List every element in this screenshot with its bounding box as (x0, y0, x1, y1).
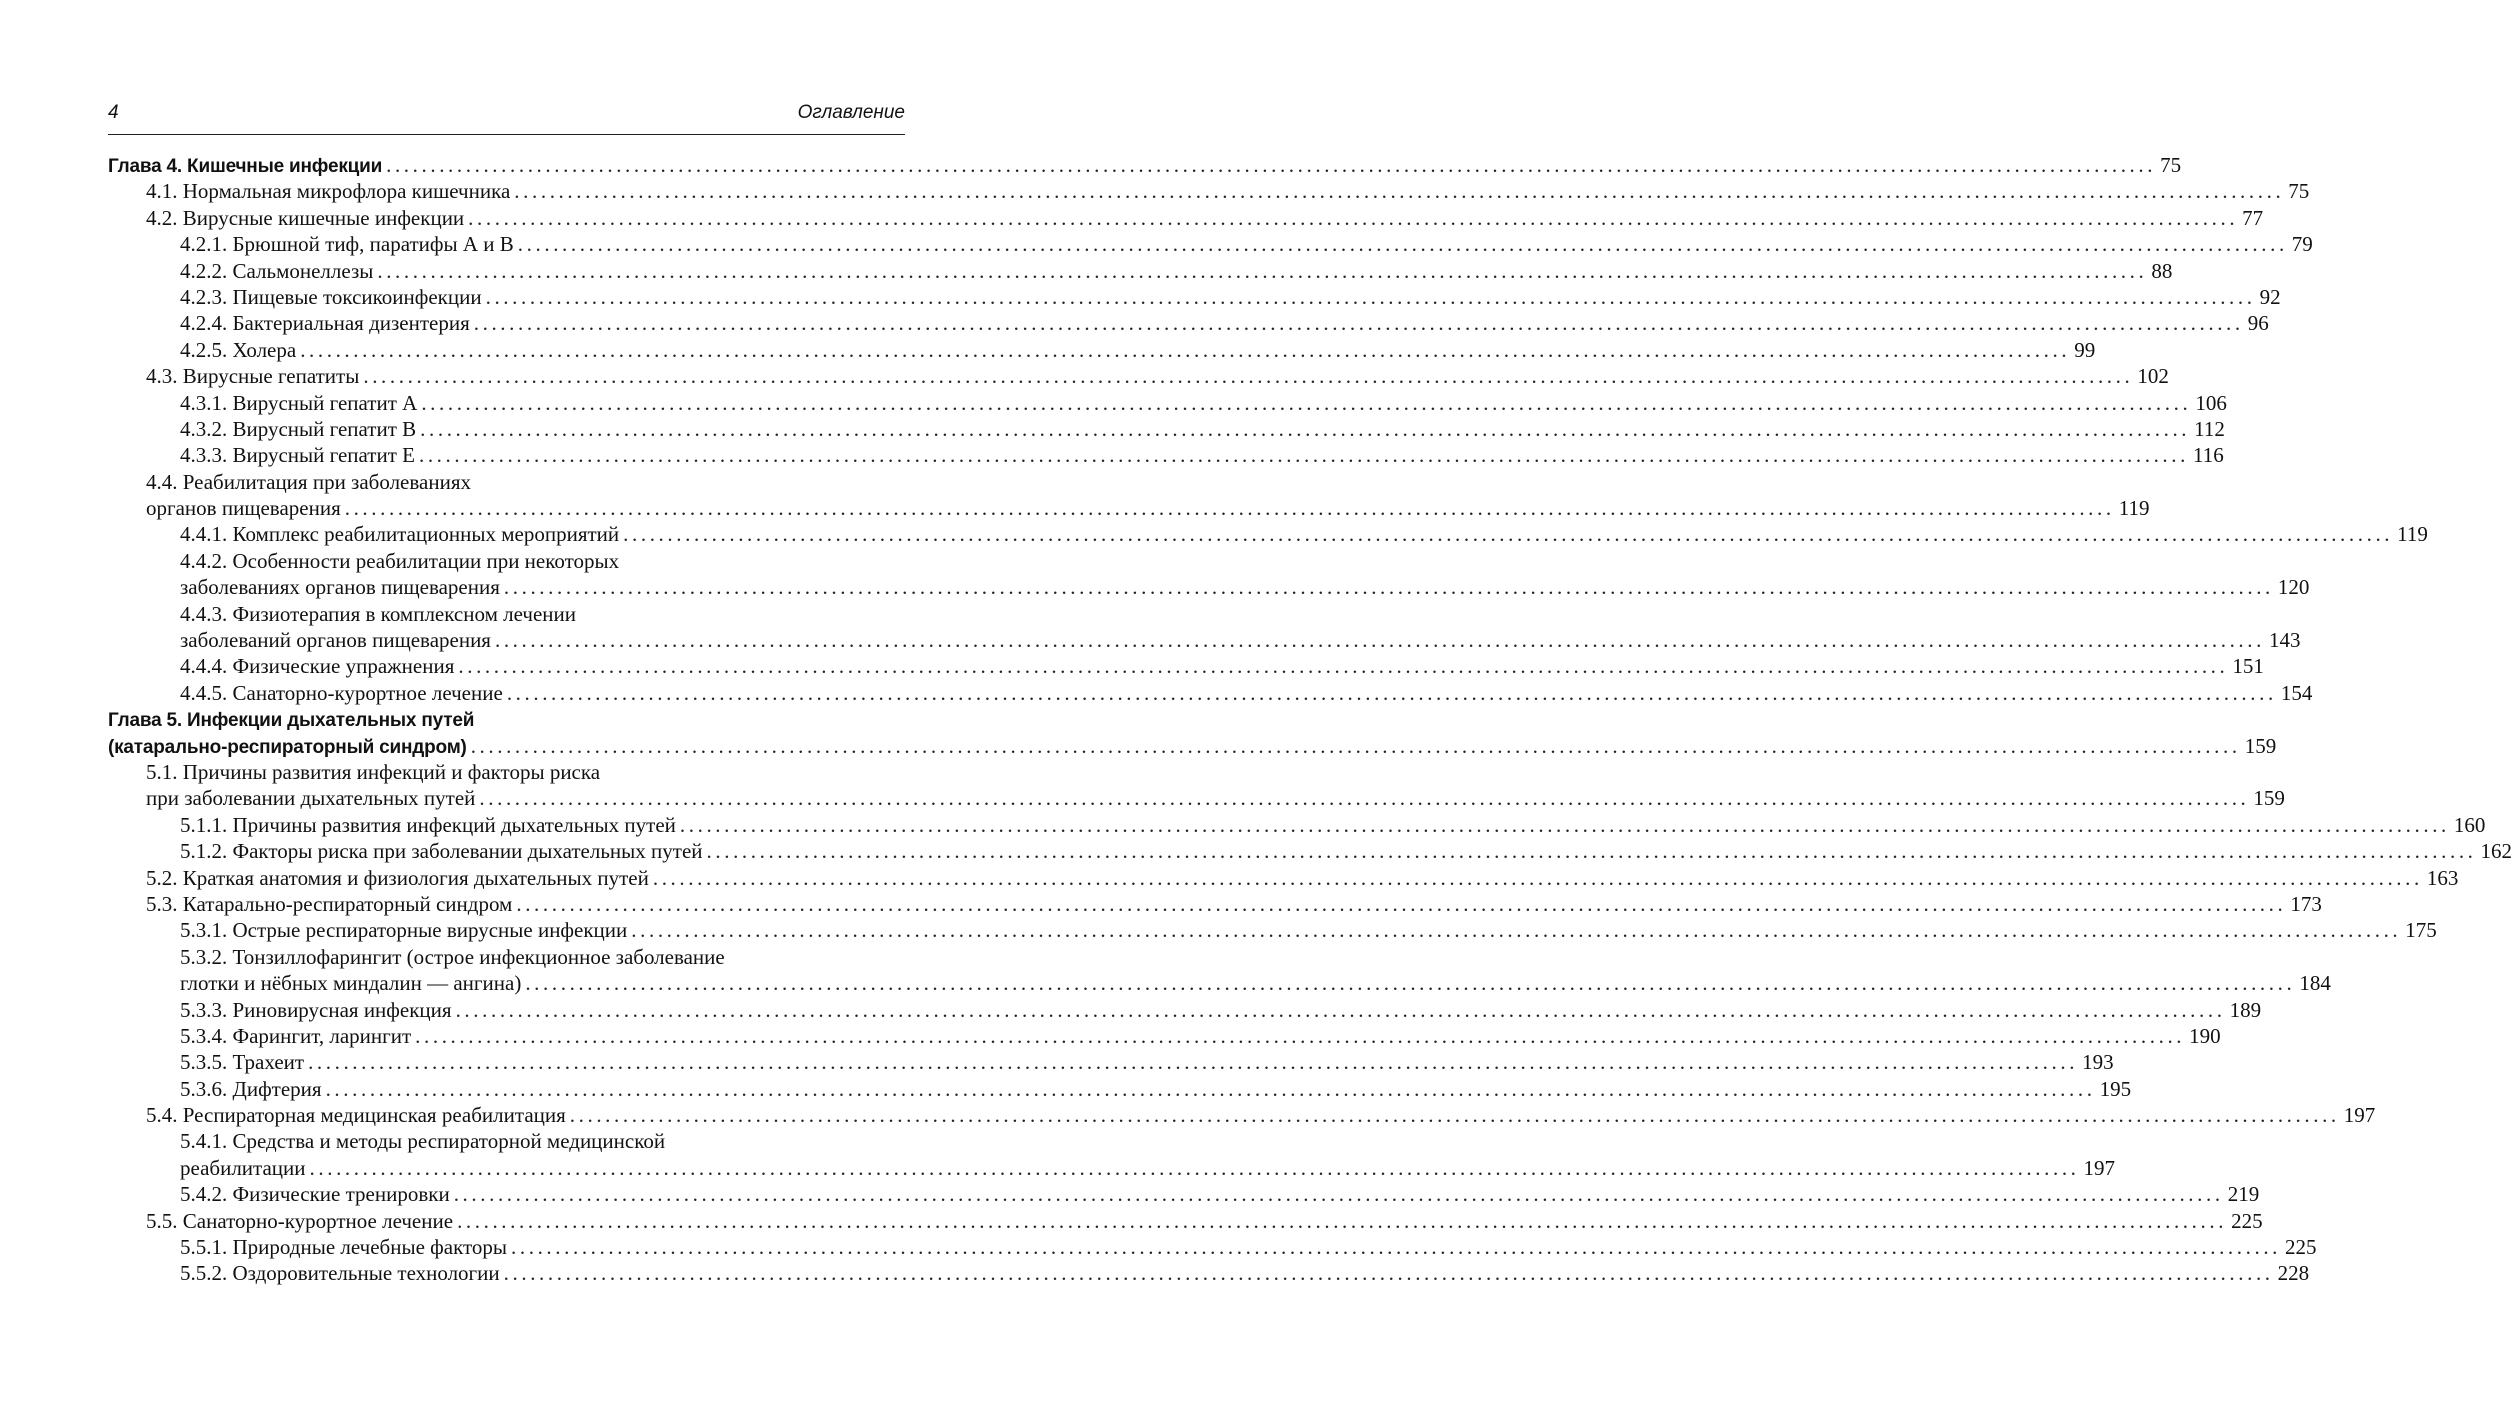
dot-leader: ........................................................................................................................................................................................................ (455, 997, 2226, 1022)
toc-entry-title: 5.1.2. Факторы риска при заболевании дыхательных путей (180, 839, 703, 864)
toc-entry-title: заболеваний органов пищеварения (180, 628, 491, 653)
toc-entry (108, 337, 2096, 363)
dot-leader: ........................................................................................................................................................................................................ (503, 575, 2274, 600)
toc-entry-title: 4.4.2. Особенности реабилитации при некоторых (180, 548, 620, 573)
toc-page-number: 151 (2232, 654, 2264, 679)
toc-entry-title: 5.5. Санаторно-курортное лечение (146, 1208, 454, 1233)
toc-page-number: 79 (2291, 232, 2313, 257)
toc-page-number: 228 (2277, 1261, 2310, 1286)
toc-entry (108, 1023, 2221, 1049)
toc-page-number: 154 (2280, 680, 2313, 705)
toc-page-number: 225 (2231, 1208, 2263, 1233)
dot-leader: ........................................................................................................................................................................................................ (494, 628, 2265, 653)
toc-entry-title: органов пищеварения (146, 496, 341, 521)
toc-entry (108, 680, 2313, 706)
toc-entry (108, 785, 2285, 811)
toc-page-number: 175 (2405, 918, 2437, 943)
toc-entry-line (108, 601, 905, 627)
toc-page-number: 75 (2160, 153, 2182, 177)
toc-entry-title: 5.1.1. Причины развития инфекций дыхательных путей (180, 812, 676, 837)
dot-leader: ........................................................................................................................................................................................................ (631, 918, 2402, 943)
dot-leader: ........................................................................................................................................................................................................ (418, 443, 2189, 468)
toc-entry (108, 310, 2269, 336)
toc-entry (108, 1234, 2317, 1260)
toc-entry-title: заболеваниях органов пищеварения (180, 575, 500, 600)
dot-leader: ........................................................................................................................................................................................................ (308, 1050, 2079, 1075)
toc-entry-title: 5.4. Респираторная медицинская реабилитация (146, 1103, 566, 1128)
toc-entry (108, 733, 2277, 759)
toc-entry-title: реабилитации (180, 1155, 306, 1180)
dot-leader: ........................................................................................................................................................................................................ (516, 891, 2287, 916)
toc-page-number: 190 (2189, 1023, 2221, 1048)
toc-entry-title: 4.4.1. Комплекс реабилитационных мероприятий (180, 522, 620, 547)
toc-entry (108, 1208, 2263, 1234)
dot-leader: ........................................................................................................................................................................................................ (421, 390, 2192, 415)
toc-page-number: 116 (2192, 443, 2224, 468)
dot-leader: ........................................................................................................................................................................................................ (514, 179, 2285, 204)
toc-entry-title: 4.2.2. Сальмонеллезы (180, 258, 374, 283)
toc-entry-title: 5.5.2. Оздоровительные технологии (180, 1261, 500, 1286)
dot-leader: ........................................................................................................................................................................................................ (473, 311, 2244, 336)
toc-entry (108, 838, 2512, 864)
toc-entry (108, 231, 2313, 257)
toc-page-number: 163 (2426, 865, 2459, 890)
toc-page-number: 160 (2453, 812, 2486, 837)
book-page (108, 96, 2512, 1286)
toc-page-number: 184 (2299, 971, 2331, 996)
toc-entry-line (108, 759, 905, 785)
toc-page-number: 106 (2195, 390, 2227, 415)
toc-page-number: 96 (2247, 311, 2269, 336)
dot-leader: ........................................................................................................................................................................................................ (363, 364, 2134, 389)
header-rule (108, 134, 905, 135)
toc-page-number: 219 (2227, 1182, 2260, 1207)
dot-leader: ........................................................................................................................................................................................................ (623, 522, 2394, 547)
toc-page-number: 119 (2118, 496, 2150, 521)
toc-page-number: 119 (2397, 522, 2428, 547)
toc-page-number: 159 (2253, 786, 2285, 811)
toc-entry-title: 4.3.2. Вирусный гепатит В (180, 416, 417, 441)
toc-entry (108, 284, 2281, 310)
dot-leader: ........................................................................................................................................................................................................ (458, 654, 2229, 679)
toc-entry-title: 5.4.2. Физические тренировки (180, 1182, 450, 1207)
toc-entry (108, 627, 2301, 653)
toc-entry-title: 4.1. Нормальная микрофлора кишечника (146, 179, 511, 204)
toc-page-number: 120 (2277, 575, 2310, 600)
toc-entry-title: Глава 5. Инфекции дыхательных путей (108, 710, 475, 732)
dot-leader: ........................................................................................................................................................................................................ (468, 205, 2239, 230)
dot-leader: ........................................................................................................................................................................................................ (344, 496, 2115, 521)
toc-entry-title: 5.5.1. Природные лечебные факторы (180, 1235, 508, 1260)
toc-entry-title: при заболевании дыхательных путей (146, 786, 476, 811)
toc-entry-title: 5.3. Катарально-респираторный синдром (146, 891, 513, 916)
toc-entry-title: (катарально-респираторный синдром) (108, 735, 467, 761)
toc-entry (108, 363, 2169, 389)
dot-leader: ........................................................................................................................................................................................................ (309, 1155, 2080, 1180)
dot-leader: ........................................................................................................................................................................................................ (679, 812, 2450, 837)
toc-entry (108, 1102, 2376, 1128)
running-head (108, 96, 905, 132)
toc-page-number: 225 (2285, 1235, 2317, 1260)
toc-entry-line (108, 1128, 905, 1154)
toc-page-number: 197 (2083, 1155, 2116, 1180)
toc-page-number: 162 (2480, 839, 2512, 864)
dot-leader: ........................................................................................................................................................................................................ (377, 258, 2148, 283)
toc-page-number: 173 (2290, 891, 2322, 916)
toc-entry (108, 917, 2437, 943)
toc-entry-title: 4.4.4. Физические упражнения (180, 654, 455, 679)
toc-entry-line (108, 944, 905, 970)
dot-leader: ........................................................................................................................................................................................................ (457, 1208, 2228, 1233)
toc-entry-title: 5.1. Причины развития инфекций и факторы риска (146, 759, 601, 784)
toc-entry-title: Глава 4. Кишечные инфекции (108, 154, 382, 180)
toc-entry-title: 5.3.1. Острые респираторные вирусные инфекции (180, 918, 628, 943)
toc-entry-title: 5.4.1. Средства и методы респираторной медицинской (180, 1129, 666, 1154)
toc-page-number: 159 (2244, 733, 2277, 758)
dot-leader: ........................................................................................................................................................................................................ (506, 680, 2277, 705)
toc-entry (108, 653, 2264, 679)
toc-entry (108, 1260, 2310, 1286)
toc-entry (108, 1181, 2260, 1207)
toc-page-number: 102 (2137, 364, 2169, 389)
toc-entry-title: 4.2.4. Бактериальная дизентерия (180, 311, 470, 336)
dot-leader: ........................................................................................................................................................................................................ (652, 865, 2423, 890)
toc-entry (108, 1049, 2114, 1075)
toc-page-number: 99 (2074, 337, 2096, 362)
toc-entry-title: 5.3.3. Риновирусная инфекция (180, 997, 452, 1022)
toc-entry-title: 4.3.3. Вирусный гепатит Е (180, 443, 415, 468)
toc-entry (108, 205, 2264, 231)
toc-entry (108, 495, 2150, 521)
toc-entry (108, 152, 2182, 178)
toc-page-number: 88 (2151, 258, 2173, 283)
toc-entry-title: 4.4. Реабилитация при заболеваниях (146, 469, 471, 494)
toc-entry-title: 5.3.2. Тонзиллофарингит (острое инфекционное заболевание (180, 944, 725, 969)
toc-entry (108, 390, 2227, 416)
dot-leader: ........................................................................................................................................................................................................ (300, 337, 2071, 362)
dot-leader: ........................................................................................................................................................................................................ (325, 1076, 2096, 1101)
toc-entry (108, 258, 2173, 284)
toc-entry (108, 521, 2428, 547)
dot-leader: ........................................................................................................................................................................................................ (386, 153, 2157, 177)
toc-page-number: 112 (2194, 416, 2225, 441)
toc-page-number: 92 (2259, 284, 2281, 309)
dot-leader: ........................................................................................................................................................................................................ (453, 1182, 2224, 1207)
toc-entry (108, 442, 2224, 468)
page-number: 4 (108, 102, 119, 123)
toc-entry (108, 416, 2225, 442)
toc-entry-title: 4.2. Вирусные кишечные инфекции (146, 205, 465, 230)
toc-entry-title: глотки и нёбных миндалин — ангина) (180, 971, 522, 996)
dot-leader: ........................................................................................................................................................................................................ (511, 1235, 2282, 1260)
toc-entry (108, 812, 2486, 838)
toc-page-number: 75 (2288, 179, 2310, 204)
toc-page-number: 189 (2229, 997, 2262, 1022)
toc-entry-title: 4.2.3. Пищевые токсикоинфекции (180, 284, 482, 309)
toc-entry (108, 1076, 2132, 1102)
toc-page-number: 195 (2099, 1076, 2132, 1101)
toc-entry (108, 970, 2331, 996)
toc-entry-title: 4.4.5. Санаторно-курортное лечение (180, 680, 503, 705)
toc-entry-title: 5.2. Краткая анатомия и физиология дыхательных путей (146, 865, 649, 890)
dot-leader: ........................................................................................................................................................................................................ (706, 839, 2477, 864)
toc-entry (108, 997, 2262, 1023)
toc-entry (108, 891, 2322, 917)
toc-page-number: 143 (2268, 628, 2301, 653)
toc-entry-title: 5.3.5. Трахеит (180, 1050, 305, 1075)
dot-leader: ........................................................................................................................................................................................................ (420, 416, 2191, 441)
dot-leader: ........................................................................................................................................................................................................ (415, 1023, 2186, 1048)
dot-leader: ........................................................................................................................................................................................................ (525, 971, 2296, 996)
toc-entry (108, 574, 2310, 600)
dot-leader: ........................................................................................................................................................................................................ (503, 1261, 2274, 1286)
running-head-title: Оглавление (797, 102, 905, 123)
toc-page-number: 197 (2343, 1103, 2376, 1128)
toc-entry-title: 4.2.1. Брюшной тиф, паратифы А и В (180, 232, 514, 257)
dot-leader: ........................................................................................................................................................................................................ (479, 786, 2250, 811)
toc-entry-title: 4.2.5. Холера (180, 337, 297, 362)
dot-leader: ........................................................................................................................................................................................................ (470, 733, 2241, 758)
toc-entry-line (108, 706, 905, 732)
toc-entry-title: 5.3.6. Дифтерия (180, 1076, 322, 1101)
dot-leader: ........................................................................................................................................................................................................ (485, 284, 2256, 309)
toc-page-number: 193 (2082, 1050, 2114, 1075)
toc-entry-title: 4.3. Вирусные гепатиты (146, 364, 360, 389)
toc-entry-title: 4.3.1. Вирусный гепатит А (180, 390, 418, 415)
dot-leader: ........................................................................................................................................................................................................ (569, 1103, 2340, 1128)
toc-entry-line (108, 469, 905, 495)
toc-entry (108, 178, 2310, 204)
toc-page-number: 77 (2242, 205, 2264, 230)
dot-leader: ........................................................................................................................................................................................................ (517, 232, 2288, 257)
table-of-contents (108, 152, 2512, 1287)
toc-entry (108, 865, 2459, 891)
toc-entry-title: 5.3.4. Фарингит, ларингит (180, 1023, 412, 1048)
toc-entry (108, 1155, 2116, 1181)
toc-entry-line (108, 548, 905, 574)
toc-entry-title: 4.4.3. Физиотерапия в комплексном лечении (180, 601, 576, 626)
